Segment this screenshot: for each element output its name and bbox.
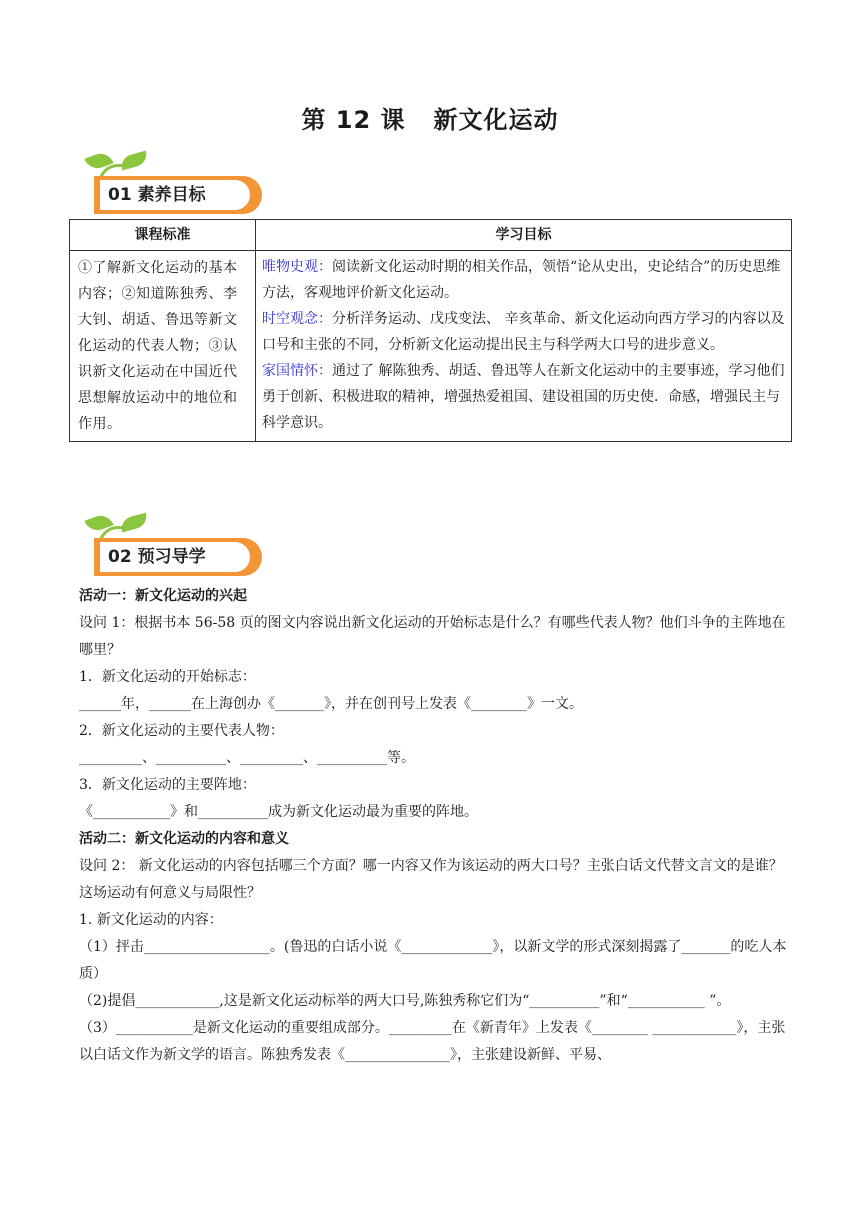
text-line: 2．新文化运动的主要代表人物： [79,723,284,739]
goal-cell [256,251,792,442]
standard-cell: ①了解新文化运动的基本内容；②知道陈独秀、李大钊、胡适、鲁迅等新文化运动的代表人物；③认识新文化运动在中国近代思想解放运动中的地位和作用。 [70,251,256,442]
text-line: _________、__________、_________、__________等。 [79,750,415,766]
goal-key: 时空观念： [262,311,332,327]
table-header-row [70,220,792,251]
goals-table [69,219,792,442]
text-line: （3）___________是新文化运动的重要组成部分。_________在《新青年》上发表《________ ____________》，主张以白话文作为新文学的语言。陈独秀发表《_______________》，主张建设新鲜、平易、 [79,1020,786,1063]
text-line: 《___________》和__________成为新文化运动最为重要的阵地。 [79,804,478,820]
goal-item [262,358,785,436]
text-line: 设问 2： 新文化运动的内容包括哪三个方面？哪一内容又作为该运动的两大口号？主张白话文代替文言文的是谁？这场运动有何意义与局限性？ [79,858,783,901]
goal-text: 阅读新文化运动时期的相关作品，领悟“论从史出，史论结合”的历史思维方法，客观地评价新文化运动。 [262,259,781,301]
goal-text: 通过了 解陈独秀、胡适、鲁迅等人在新文化运动中的主要事迹，学习他们勇于创新、积极进取的精神，增强热爱祖国、建设祖国的历史使．命感，增强民主与科学意识。 [262,363,785,431]
section-banner-goals [76,152,276,222]
goal-item [262,306,785,358]
header-goal: 学习目标 [256,220,792,251]
text-line: （2)提倡____________,这是新文化运动标举的两大口号,陈独秀称它们为“__________”和“___________ ”。 [79,993,731,1009]
table-row [70,251,792,442]
text-line: 1．新文化运动的开始标志： [79,669,256,685]
activity-heading: 活动二：新文化运动的内容和意义 [79,831,289,847]
section-label: 02 预习导学 [100,542,250,572]
goal-key: 唯物史观： [262,259,332,275]
section-label: 01 素养目标 [100,180,250,210]
header-standard: 课程标准 [70,220,256,251]
text-line: ______年，______在上海创办《_______》，并在创刊号上发表《________》一文。 [79,696,583,712]
goal-item [262,254,785,306]
activity-heading: 活动一：新文化运动的兴起 [79,588,247,604]
section-banner-preview [76,514,276,584]
text-line: 设问 1：根据书本 56-58 页的图文内容说出新文化运动的开始标志是什么？有哪些代表人物？他们斗争的主阵地在哪里？ [79,615,786,658]
page-title: 第 12 课 新文化运动 [301,106,559,134]
text-line: 3．新文化运动的主要阵地： [79,777,256,793]
goal-text: 分析洋务运动、戊戌变法、 辛亥革命、新文化运动向西方学习的内容以及口号和主张的不同，分析新文化运动提出民主与科学两大口号的进步意义。 [262,311,785,353]
preview-content [79,583,789,1069]
text-line: （1）抨击__________________。(鲁迅的白话小说《_____________》，以新文学的形式深刻揭露了_______的吃人本质） [79,939,787,982]
goal-key: 家国情怀： [262,363,332,379]
text-line: 1. 新文化运动的内容： [79,912,223,928]
